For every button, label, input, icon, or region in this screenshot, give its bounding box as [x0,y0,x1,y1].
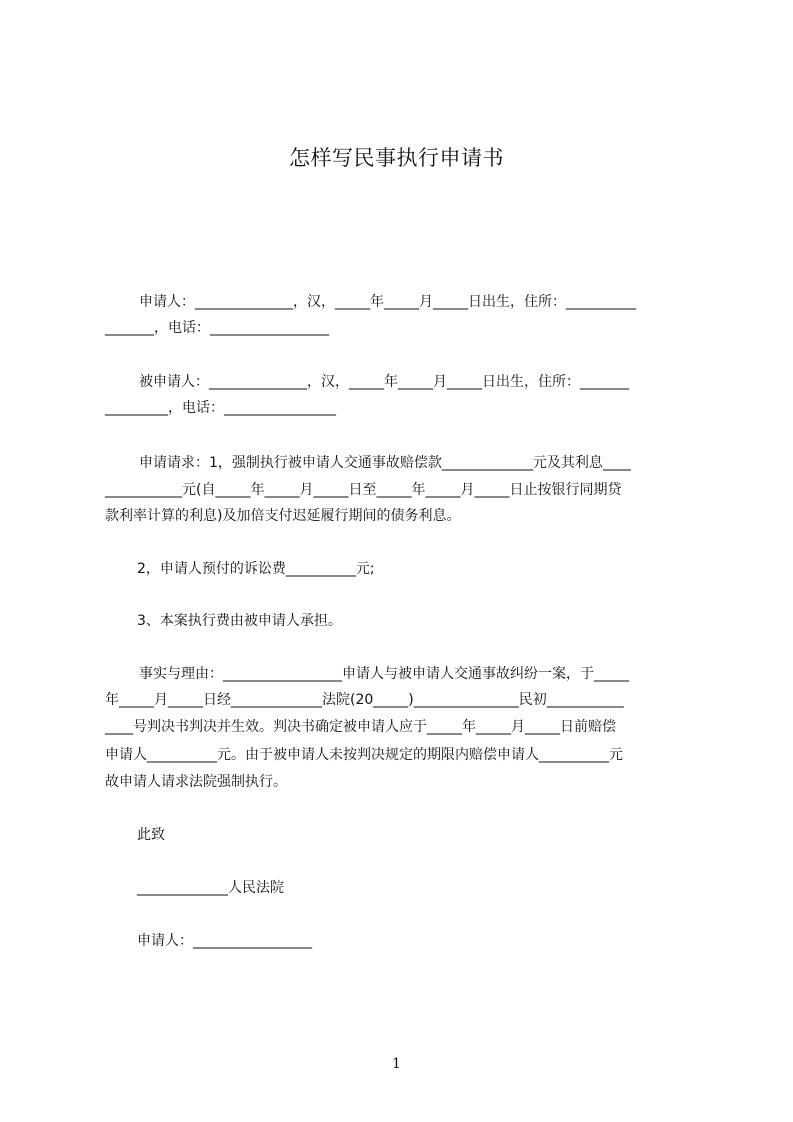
applicant-line-2: _______，电话：_________________ [105,320,329,336]
court-name-line: _____________人民法院 [137,880,284,896]
document-title: 怎样写民事执行申请书 [289,146,504,170]
facts-line-3: ____号判决书判决并生效。判决书确定被申请人应于_____年_____月_____日前赔偿 [105,719,616,735]
closing-salutation: 此致 [137,827,165,843]
request-item-3: 3、本案执行费由被申请人承担。 [137,613,342,629]
respondent-line-2: _________，电话：________________ [105,400,336,416]
facts-line-1: 事实与理由：_________________申请人与被申请人交通事故纠纷一案，于_____ [139,666,629,682]
request-line-2: ___________元(自_____年_____月_____日至_____年_____月_____日止按银行同期贷 [105,482,622,498]
applicant-line-1: 申请人：______________，汉，_____年_____月_____日出生，住所：__________ [139,294,636,310]
applicant-signature-line: 申请人：_________________ [137,933,312,949]
facts-line-5: 故申请人请求法院强制执行。 [105,774,287,790]
page-number: 1 [392,1056,401,1072]
facts-line-4: 申请人__________元。由于被申请人未按判决规定的期限内赔偿申请人__________元 [105,747,623,763]
request-line-1: 申请请求：1，强制执行被申请人交通事故赔偿款_____________元及其利息____ [139,455,631,471]
respondent-line-1: 被申请人：______________，汉，_____年_____月_____日出生，住所：_______ [139,374,629,390]
facts-line-2: 年_____月_____日经_____________法院(20_____)_______________民初___________ [105,692,624,708]
request-line-3: 款利率计算的利息)及加倍支付迟延履行期间的债务利息。 [105,508,461,524]
request-item-2: 2，申请人预付的诉讼费__________元; [137,561,375,577]
